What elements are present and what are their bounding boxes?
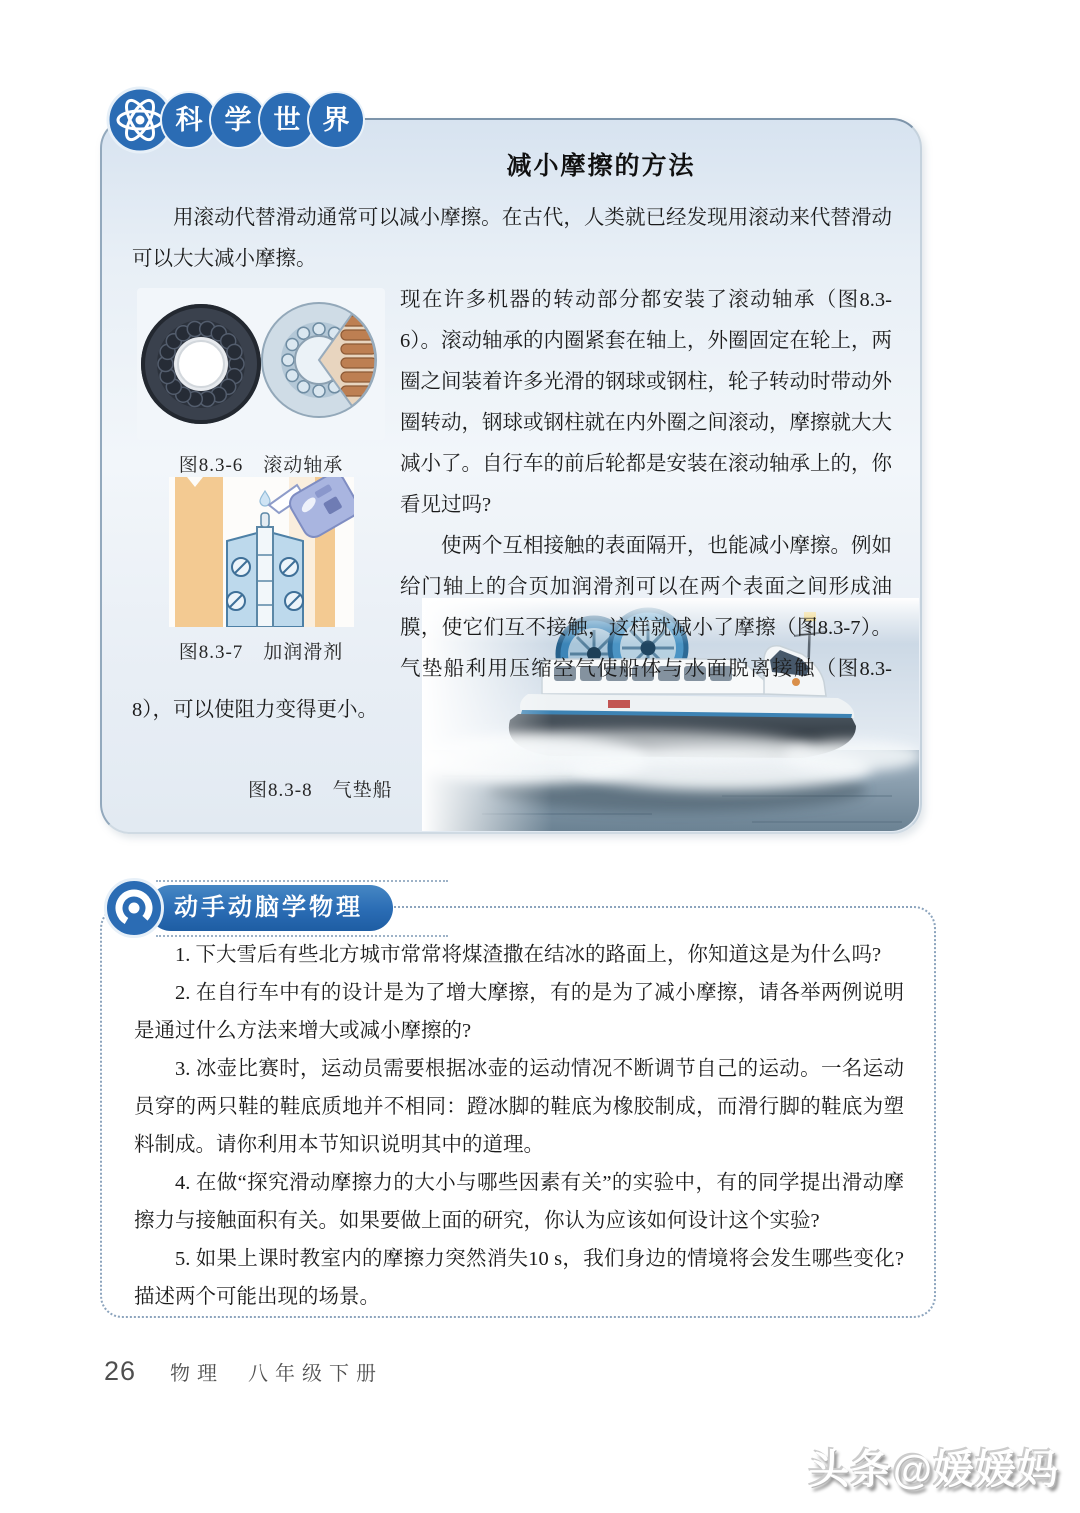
figure-lubricant	[132, 477, 390, 664]
badge-char: 科	[162, 93, 216, 147]
activity-panel	[100, 894, 936, 1318]
question-5: 5. 如果上课时教室内的摩擦力突然消失10 s，我们身边的情境将会发生哪些变化? 描述两个可能出现的场景。	[134, 1248, 904, 1308]
paragraph-2: 使两个互相接触的表面隔开，也能减小摩擦。例如给门轴上的合页加润滑剂可以在两个表面之间形成油膜，使它们互不接触，这样就减小了摩擦（图8.3-7）。气垫船利用压缩空气使船体与水面脱离接触（图8.3-8），可以使阻力变得更小。	[132, 535, 892, 721]
footer-subject: 物理	[170, 1363, 225, 1385]
figure-caption: 图8.3-7 加润滑剂	[178, 642, 344, 663]
page-number: 26	[104, 1356, 137, 1386]
activity-badge-label: 动手动脑学物理	[148, 885, 393, 931]
figure-caption: 图8.3-8 气垫船	[248, 780, 393, 801]
watermark: 头条@媛媛妈	[808, 1448, 1060, 1492]
article-body	[102, 182, 920, 731]
figure-rolling-bearing	[132, 288, 390, 477]
article-title: 减小摩擦的方法	[506, 153, 696, 180]
rolling-bearing-image	[137, 288, 385, 440]
science-world-badge	[106, 86, 363, 154]
question-3: 3. 冰壶比赛时，运动员需要根据冰壶的运动情况不断调节自己的运动。一名运动员穿的两只鞋的鞋底质地并不相同：蹬冰脚的鞋底为橡胶制成，而滑行脚的鞋底为塑料制成。请你利用本节知识说明其中的道理。	[134, 1058, 904, 1156]
science-world-panel	[100, 105, 922, 834]
figure-caption: 图8.3-6 滚动轴承	[178, 455, 344, 476]
footer-volume: 八年级下册	[248, 1363, 384, 1385]
question-4: 4. 在做“探究滑动摩擦力的大小与哪些因素有关”的实验中，有的同学提出滑动摩擦力与接触面积有关。如果要做上面的研究，你认为应该如何设计这个实验?	[134, 1172, 904, 1232]
page-footer	[104, 1356, 383, 1387]
badge-char: 世	[260, 93, 314, 147]
badge-char: 界	[309, 93, 363, 147]
question-2: 2. 在自行车中有的设计是为了增大摩擦，有的是为了减小摩擦，请各举两例说明是通过什么方法来增大或减小摩擦的?	[134, 982, 904, 1042]
activity-badge	[104, 878, 393, 938]
badge-char: 学	[211, 93, 265, 147]
question-list	[102, 908, 934, 1316]
question-1: 1. 下大雪后有些北方城市常常将煤渣撒在结冰的路面上，你知道这是为什么吗?	[175, 944, 882, 966]
target-icon	[104, 878, 164, 938]
hinge-lubricant-image	[169, 477, 354, 627]
paragraph-1-lead: 用滚动代替滑动通常可以减小摩擦。在古代，人类就已经发现用滚动来代替滑动可以大大减小摩擦。	[132, 207, 892, 270]
figure-column	[132, 280, 400, 664]
paragraph-1-continued: 现在许多机器的转动部分都安装了滚动轴承（图8.3-6）。滚动轴承的内圈紧套在轴上，外圈固定在轮上，两圈之间装着许多光滑的钢球或钢柱，轮子转动时带动外圈转动，钢球或钢柱就在内外圈之间滚动，摩擦就大大减小了。自行车的前后轮都是安装在滚动轴承上的，你看见过吗?	[400, 289, 892, 516]
